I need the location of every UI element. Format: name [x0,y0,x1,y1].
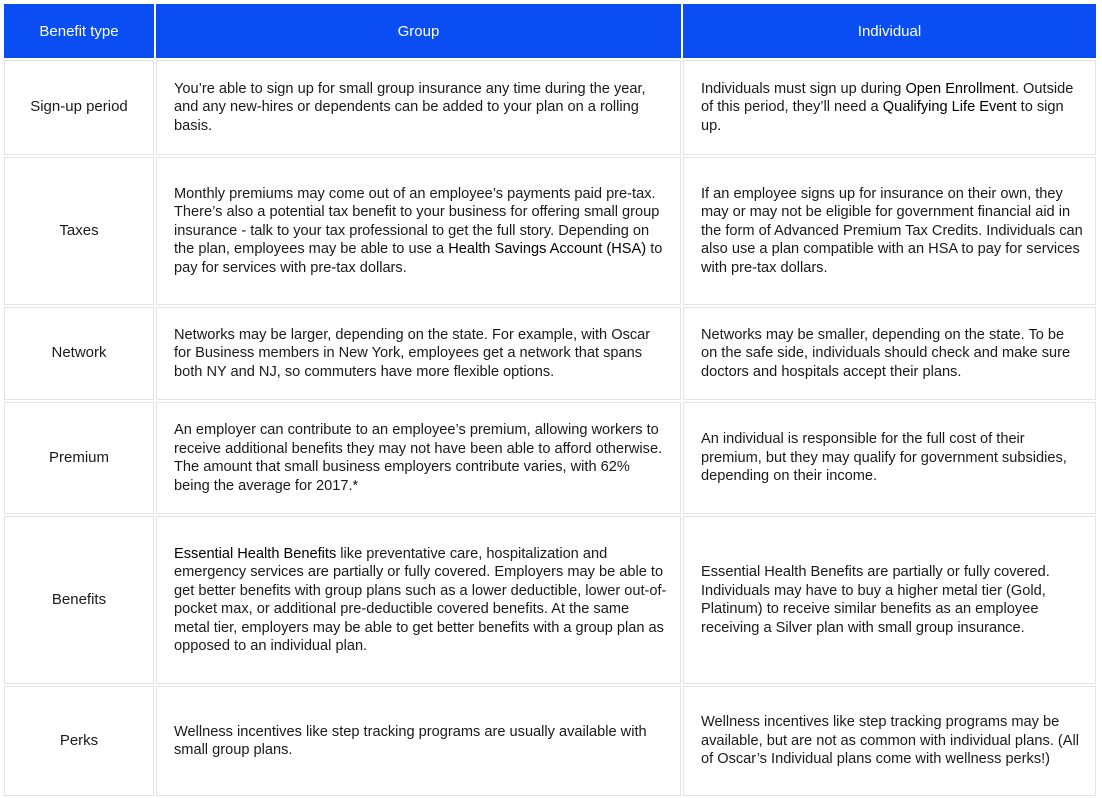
header-benefit-type: Benefit type [4,4,154,58]
individual-cell: Wellness incentives like step tracking programs may be available, but are not as common with individual plans. (All of Oscar’s Individual plans come with wellness perks!) [683,686,1096,796]
individual-cell: An individual is responsible for the full cost of their premium, but they may qualify for government subsidies, depending on their income. [683,402,1096,514]
cell-text: to pay for services with pre-tax dollars. [174,241,663,276]
essential-health-benefits-link[interactable]: Essential Health Benefits [174,545,337,562]
row-label: Perks [4,686,154,796]
group-cell [156,157,681,305]
individual-cell: If an employee signs up for insurance on their own, they may or may not be eligible for government financial aid in the form of Advanced Premium Tax Credits. Individuals can also use a plan compatible with an HSA to pay for services with pre-tax dollars. [683,157,1096,305]
benefits-comparison [4,4,1096,798]
table-row-taxes [4,157,1096,305]
header-group: Group [156,4,681,58]
cell-text: Individuals must sign up during [701,80,906,97]
comparison-table [2,2,1098,798]
row-label: Premium [4,402,154,514]
cell-text: to sign up. [701,99,1064,134]
table-row-premium [4,402,1096,514]
group-cell: Networks may be larger, depending on the state. For example, with Oscar for Business members in New York, employees get a network that spans both NY and NJ, so commuters have more flexible options. [156,307,681,400]
row-label: Taxes [4,157,154,305]
header-row [4,4,1096,58]
group-cell: An employer can contribute to an employee’s premium, allowing workers to receive additional benefits they may not have been able to afford otherwise. The amount that small business employers contribute varies, with 62% being the average for 2017.* [156,402,681,514]
cell-text: like preventative care, hospitalization and emergency services are partially or fully covered. Employers may be able to get better benefits with group plans such as a lower deductible, lower out-of-pocket max, or additional pre-deductible covered benefits. At the same metal tier, employers may be able to get better benefits with a group plan as opposed to an individual plan. [174,545,667,654]
open-enrollment-link[interactable]: Open Enrollment [905,80,1015,97]
table-row-network [4,307,1096,400]
row-label: Sign-up period [4,60,154,155]
cell-text: . Outside of this period, they’ll need a [701,80,1074,116]
row-label: Benefits [4,516,154,684]
cell-text: Monthly premiums may come out of an employee’s payments paid pre-tax. There’s also a potential tax benefit to your business for offering small group insurance - talk to your tax professional to get the full story. Depending on the plan, employees may be able to use a [174,185,660,258]
group-cell: Wellness incentives like step tracking programs are usually available with small group plans. [156,686,681,796]
table-row-sign-up-period [4,60,1096,155]
individual-cell: Networks may be smaller, depending on the state. To be on the safe side, individuals should check and make sure doctors and hospitals accept their plans. [683,307,1096,400]
table-row-perks [4,686,1096,796]
table-row-benefits [4,516,1096,684]
group-cell [156,516,681,684]
row-label: Network [4,307,154,400]
header-individual: Individual [683,4,1096,58]
individual-cell [683,60,1096,155]
group-cell: You’re able to sign up for small group insurance any time during the year, and any new-hires or dependents can be added to your plan on a rolling basis. [156,60,681,155]
hsa-link[interactable]: Health Savings Account (HSA) [448,241,647,258]
individual-cell: Essential Health Benefits are partially or fully covered. Individuals may have to buy a higher metal tier (Gold, Platinum) to receive similar benefits as an employee receiving a Silver plan with small group insurance. [683,516,1096,684]
qualifying-life-event-link[interactable]: Qualifying Life Event [882,99,1017,116]
